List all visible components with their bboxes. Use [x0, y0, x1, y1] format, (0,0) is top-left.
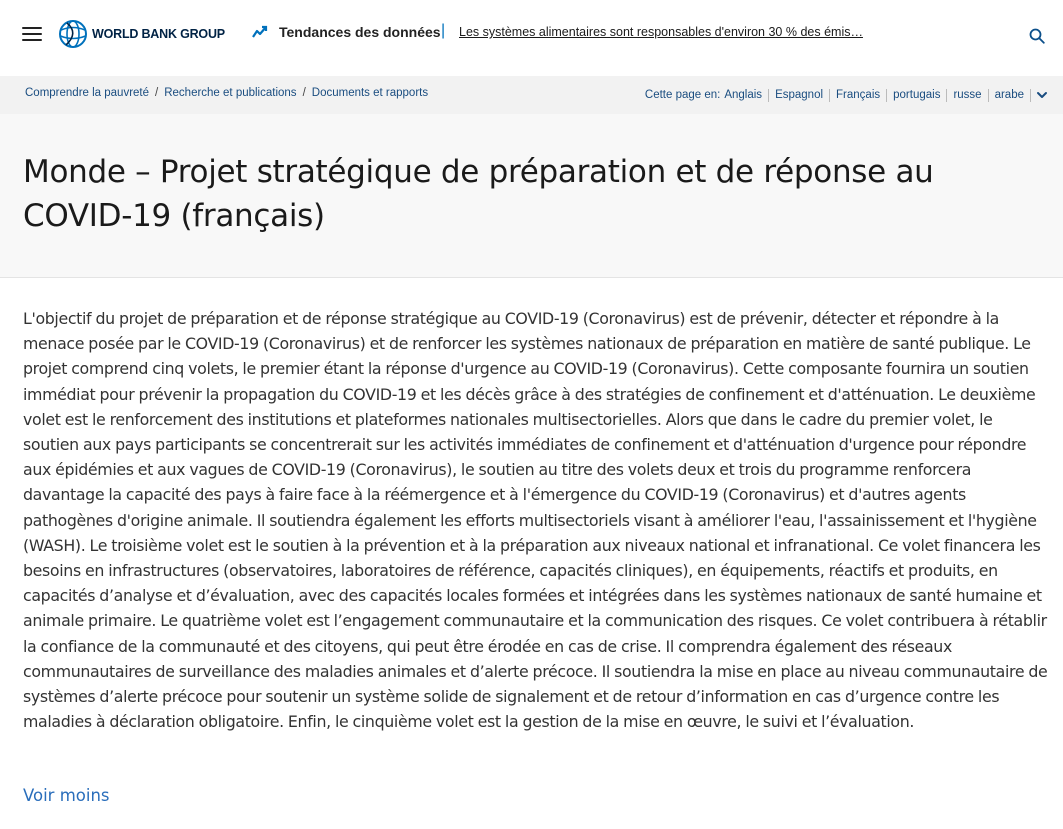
see-less-link[interactable]: Voir moins: [23, 786, 110, 805]
language-portuguese[interactable]: portugais: [887, 89, 947, 102]
breadcrumb-bar: [0, 76, 1063, 114]
language-russian[interactable]: russe: [947, 89, 988, 102]
logo-text: WORLD BANK GROUP: [92, 27, 225, 41]
page-title: Monde – Projet stratégique de préparation et de réponse au COVID-19 (français): [23, 154, 934, 234]
breadcrumb-separator: /: [155, 87, 159, 99]
globe-icon: [58, 19, 88, 49]
breadcrumb-item-documents[interactable]: Documents et rapports: [311, 87, 429, 99]
breadcrumb-item-poverty[interactable]: Comprendre la pauvreté: [25, 87, 150, 99]
breadcrumb: [25, 87, 428, 99]
title-band: [0, 114, 1063, 278]
trend-chart-icon: [252, 25, 268, 39]
language-english[interactable]: Anglais: [724, 89, 769, 102]
world-bank-logo[interactable]: [58, 18, 225, 50]
chevron-down-icon[interactable]: [1035, 88, 1049, 102]
language-arabic[interactable]: arabe: [989, 89, 1031, 102]
language-french[interactable]: Français: [830, 89, 887, 102]
trends-separator: |: [441, 22, 446, 39]
breadcrumb-separator: /: [302, 87, 306, 99]
language-label: Cette page en:: [644, 89, 721, 101]
site-header: [0, 0, 1063, 76]
trends-headline-link[interactable]: Les systèmes alimentaires sont responsables d'environ 30 % des émis…: [459, 25, 863, 39]
trends-label: Tendances des données: [279, 24, 441, 40]
breadcrumb-item-research[interactable]: Recherche et publications: [164, 87, 297, 99]
language-switcher: [645, 88, 1049, 102]
menu-icon[interactable]: [22, 27, 42, 43]
search-icon[interactable]: [1029, 28, 1045, 44]
document-abstract: L'objectif du projet de préparation et de réponse stratégique au COVID-19 (Coronavirus) est de prévenir, détecter et répondre à la menace posée par le COVID-19 (Coronavirus) et de renforcer les systèmes nationaux de préparation en matière de santé publique. Le projet comprend cinq volets, le premier étant la réponse d'urgence au COVID-19 (Coronavirus). Cette composante fournira un soutien immédiat pour prévenir la propagation du COVID-19 et les décès grâce à des stratégies de confinement et d'atténuation. Le deuxième volet est le renforcement des institutions et plateformes nationales multisectorielles. Alors que dans le cadre du premier volet, le soutien aux pays participants se concentrerait sur les activités immédiates de confinement et d'atténuation d'urgence pour répondre aux épidémies et aux vagues de COVID-19 (Coronavirus), le soutien au titre des volets deux et trois du programme renforcera davantage la capacité des pays à faire face à la réémergence et à l'émergence du COVID-19 (Coronavirus) et d'autres agents pathogènes d'origine animale. Il soutiendra également les efforts multisectoriels visant à améliorer l'eau, l'assainissement et l'hygiène (WASH). Le troisième volet est le soutien à la prévention et à la préparation aux niveaux national et infranational. Ce volet financera les besoins en infrastructures (observatoires, laboratoires de référence, capacités cliniques), en équipements, réactifs et produits, en capacités d’analyse et d’évaluation, avec des capacités locales formées et intégrées dans les systèmes nationaux de santé humaine et animale primaire. Le quatrième volet est l’engagement communautaire et la communication des risques. Ce volet contribuera à rétablir la confiance de la communauté et des citoyens, qui peut être érodée en cas de crise. Il comprendra également des réseaux communautaires de surveillance des maladies animales et d’alerte précoce. Il soutiendra la mise en place au niveau communautaire de systèmes d’alerte précoce pour soutenir un système solide de signalement et de retour d’information en cas d’urgence contre les maladies à déclaration obligatoire. Enfin, le cinquième volet est la gestion de la mise en œuvre, le suivi et l’évaluation.: [23, 309, 1048, 732]
language-spanish[interactable]: Espagnol: [769, 89, 830, 102]
